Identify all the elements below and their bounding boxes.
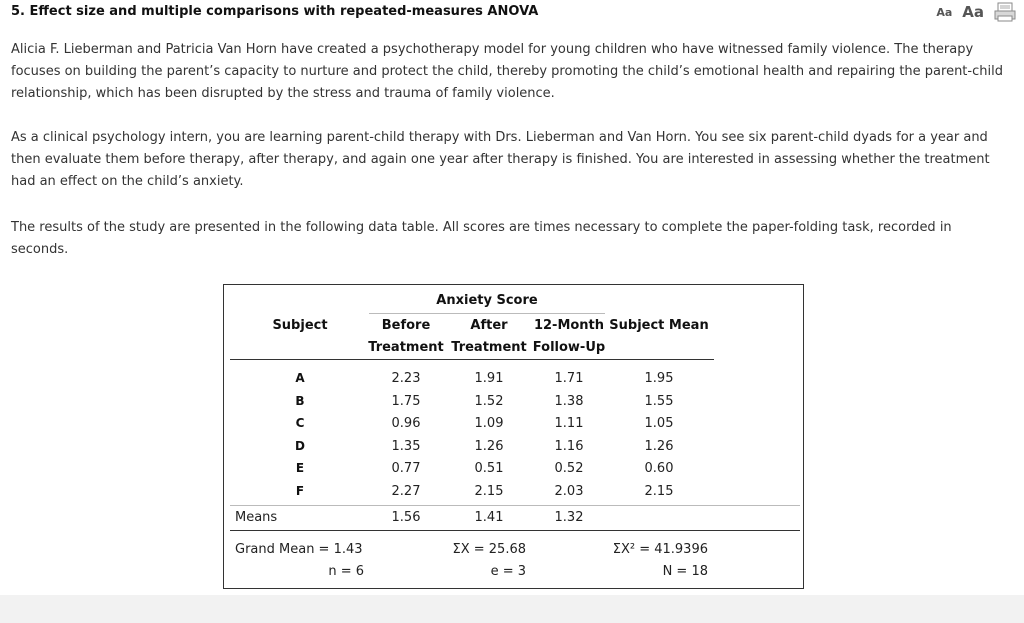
after-cell: 2.15 bbox=[474, 484, 504, 499]
before-cell: 2.23 bbox=[391, 371, 421, 386]
subject-mean-cell: 1.55 bbox=[644, 393, 674, 409]
col-header-after-line2: Treatment bbox=[451, 340, 527, 355]
subject-mean-cell: 1.05 bbox=[644, 416, 674, 432]
followup-cell: 0.52 bbox=[554, 461, 584, 477]
decrease-font-button[interactable]: Aa bbox=[936, 5, 953, 19]
subject-mean-cell: 2.15 bbox=[644, 484, 674, 499]
before-cell: 0.96 bbox=[391, 416, 421, 432]
increase-font-button[interactable]: Aa bbox=[962, 3, 984, 21]
header-rule bbox=[230, 359, 714, 360]
after-cell: 1.52 bbox=[474, 393, 504, 409]
col-header-subject-mean: Subject Mean bbox=[609, 318, 709, 333]
mean-followup: 1.32 bbox=[554, 510, 584, 525]
after-cell: 1.09 bbox=[474, 416, 504, 432]
subject-cell: F bbox=[295, 484, 305, 498]
col-header-after-line1: After bbox=[470, 318, 508, 333]
before-cell: 2.27 bbox=[391, 484, 421, 499]
subject-mean-cell: 1.95 bbox=[644, 371, 674, 386]
scenario-paragraph: As a clinical psychology intern, you are learning parent-child therapy with Drs. Lieberman and Van Horn. You see six parent-child dyads for a year and then evaluate them before therapy, after therapy, and again one year after therapy is finished. You are interested in assessing whether the treatment had an effect on the child’s anxiety. bbox=[11, 130, 990, 189]
data-table bbox=[223, 284, 804, 589]
before-cell: 0.77 bbox=[391, 461, 421, 477]
means-label: Means bbox=[235, 510, 278, 525]
mean-before: 1.56 bbox=[391, 510, 421, 525]
subject-cell: E bbox=[295, 461, 305, 476]
subject-mean-cell: 0.60 bbox=[644, 461, 674, 477]
page-title: 5. Effect size and multiple comparisons with repeated-measures ANOVA bbox=[11, 4, 539, 19]
print-icon[interactable] bbox=[994, 2, 1016, 22]
sum-x: ΣX = 25.68 bbox=[452, 542, 526, 557]
summary-rule bbox=[230, 530, 800, 531]
col-header-followup-line1: 12-Month bbox=[533, 318, 605, 333]
subject-mean-cell: 1.26 bbox=[644, 438, 674, 454]
toolbar bbox=[936, 2, 1016, 22]
means-rule bbox=[230, 505, 800, 506]
after-cell: 1.91 bbox=[474, 371, 504, 386]
col-header-before-line2: Treatment bbox=[368, 340, 444, 355]
followup-cell: 1.16 bbox=[554, 438, 584, 454]
group-header: Anxiety Score bbox=[436, 293, 538, 308]
col-header-followup-line2: Follow-Up bbox=[532, 340, 606, 355]
before-cell: 1.75 bbox=[391, 393, 421, 409]
before-cell: 1.35 bbox=[391, 438, 421, 454]
intro-paragraph: Alicia F. Lieberman and Patricia Van Horn have created a psychotherapy model for young children who have witnessed family violence. The therapy focuses on building the parent’s capacity to nurture and protect the child, thereby promoting the child’s emotional health and repairing the parent-child relationship, which has been disrupted by the stress and trauma of family violence. bbox=[11, 42, 1003, 101]
footer-bar bbox=[0, 595, 1024, 623]
subject-cell: C bbox=[295, 416, 305, 431]
N-value: N = 18 bbox=[662, 564, 708, 579]
col-header-before-line1: Before bbox=[381, 318, 431, 333]
n-value: n = 6 bbox=[328, 564, 364, 579]
followup-cell: 2.03 bbox=[554, 484, 584, 499]
data-description-paragraph: The results of the study are presented in the following data table. All scores are times necessary to complete the paper-folding task, recorded in seconds. bbox=[11, 220, 952, 257]
sum-x-squared: ΣX² = 41.9396 bbox=[612, 542, 708, 557]
mean-after: 1.41 bbox=[474, 510, 504, 525]
e-value: e = 3 bbox=[490, 564, 526, 579]
after-cell: 1.26 bbox=[474, 438, 504, 454]
after-cell: 0.51 bbox=[474, 461, 504, 477]
col-header-subject: Subject bbox=[272, 318, 328, 333]
grand-mean: Grand Mean = 1.43 bbox=[235, 542, 363, 557]
subject-cell: B bbox=[295, 393, 305, 408]
followup-cell: 1.71 bbox=[554, 371, 584, 386]
group-header-rule bbox=[369, 313, 605, 314]
subject-cell: D bbox=[295, 438, 305, 453]
subject-cell: A bbox=[295, 371, 305, 385]
followup-cell: 1.11 bbox=[554, 416, 584, 432]
followup-cell: 1.38 bbox=[554, 393, 584, 409]
